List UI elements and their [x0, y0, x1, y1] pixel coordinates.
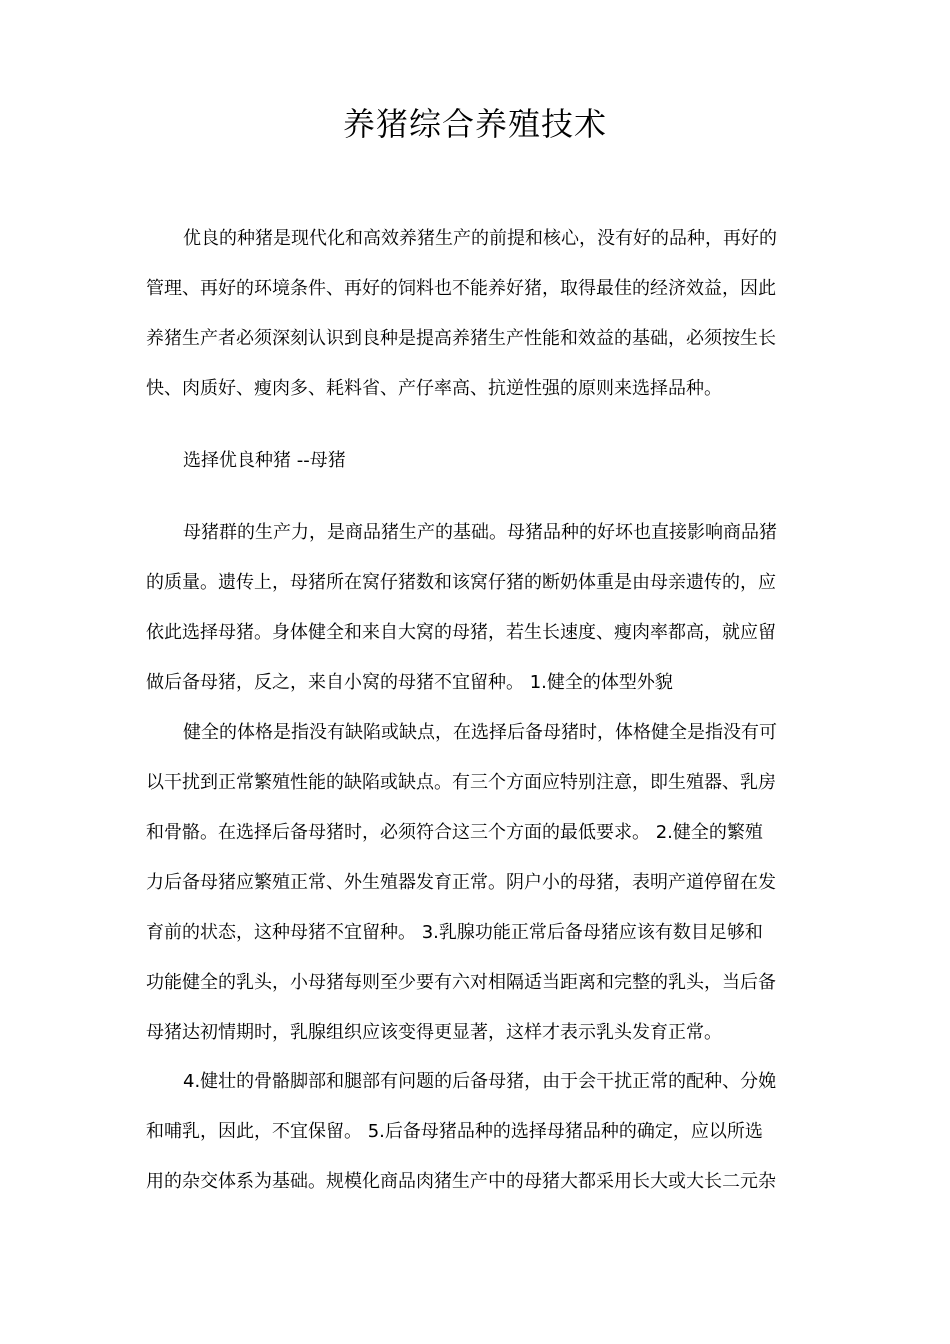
paragraph-line: 4.健壮的骨骼脚部和腿部有问题的后备母猪，由于会干扰正常的配种、分娩: [183, 1071, 777, 1092]
paragraph-skeleton-breed: [146, 1057, 810, 1207]
paragraph-line: 养猪生产者必须深刻认识到良种是提高养猪生产性能和效益的基础，必须按生长: [146, 328, 776, 349]
paragraph-line: 的质量。遗传上，母猪所在窝仔猪数和该窝仔猪的断奶体重是由母亲遗传的，应: [146, 572, 776, 593]
paragraph-line: 功能健全的乳头，小母猪每则至少要有六对相隔适当距离和完整的乳头，当后备: [146, 972, 776, 993]
paragraph-line: 做后备母猪，反之，来自小窝的母猪不宜留种。 1.健全的体型外貌: [146, 672, 673, 693]
paragraph-line: 母猪群的生产力，是商品猪生产的基础。母猪品种的好坏也直接影响商品猪: [183, 522, 777, 543]
paragraph-line: 快、肉质好、瘦肉多、耗料省、产仔率高、抗逆性强的原则来选择品种。: [146, 378, 722, 399]
paragraph-line: 健全的体格是指没有缺陷或缺点，在选择后备母猪时，体格健全是指没有可: [183, 722, 777, 743]
paragraph-line: 育前的状态，这种母猪不宜留种。 3.乳腺功能正常后备母猪应该有数目足够和: [146, 922, 763, 943]
paragraph-line: 优良的种猪是现代化和高效养猪生产的前提和核心，没有好的品种，再好的: [183, 228, 777, 249]
paragraph-body-conformation: [146, 708, 810, 1058]
paragraph-intro: [146, 214, 810, 414]
paragraph-line: 用的杂交体系为基础。规模化商品肉猪生产中的母猪大都采用长大或大长二元杂: [146, 1171, 776, 1192]
paragraph-line: 力后备母猪应繁殖正常、外生殖器发育正常。阴户小的母猪，表明产道停留在发: [146, 872, 776, 893]
section-heading: [146, 436, 810, 486]
paragraph-line: 以干扰到正常繁殖性能的缺陷或缺点。有三个方面应特别注意，即生殖器、乳房: [146, 772, 776, 793]
paragraph-line: 管理、再好的环境条件、再好的饲料也不能养好猪，取得最佳的经济效益，因此: [146, 278, 776, 299]
paragraph-line: 母猪达初情期时，乳腺组织应该变得更显著，这样才表示乳头发育正常。: [146, 1022, 722, 1043]
paragraph-line: 和骨骼。在选择后备母猪时，必须符合这三个方面的最低要求。 2.健全的繁殖: [146, 822, 763, 843]
paragraph-line: 和哺乳，因此，不宜保留。 5.后备母猪品种的选择母猪品种的确定，应以所选: [146, 1121, 763, 1142]
paragraph-line: 依此选择母猪。身体健全和来自大窝的母猪，若生长速度、瘦肉率都高，就应留: [146, 622, 776, 643]
document-title: 养猪综合养殖技术: [342, 105, 607, 143]
section-heading-text: 选择优良种猪 --母猪: [183, 450, 346, 471]
paragraph-sow-productivity: [146, 508, 810, 708]
